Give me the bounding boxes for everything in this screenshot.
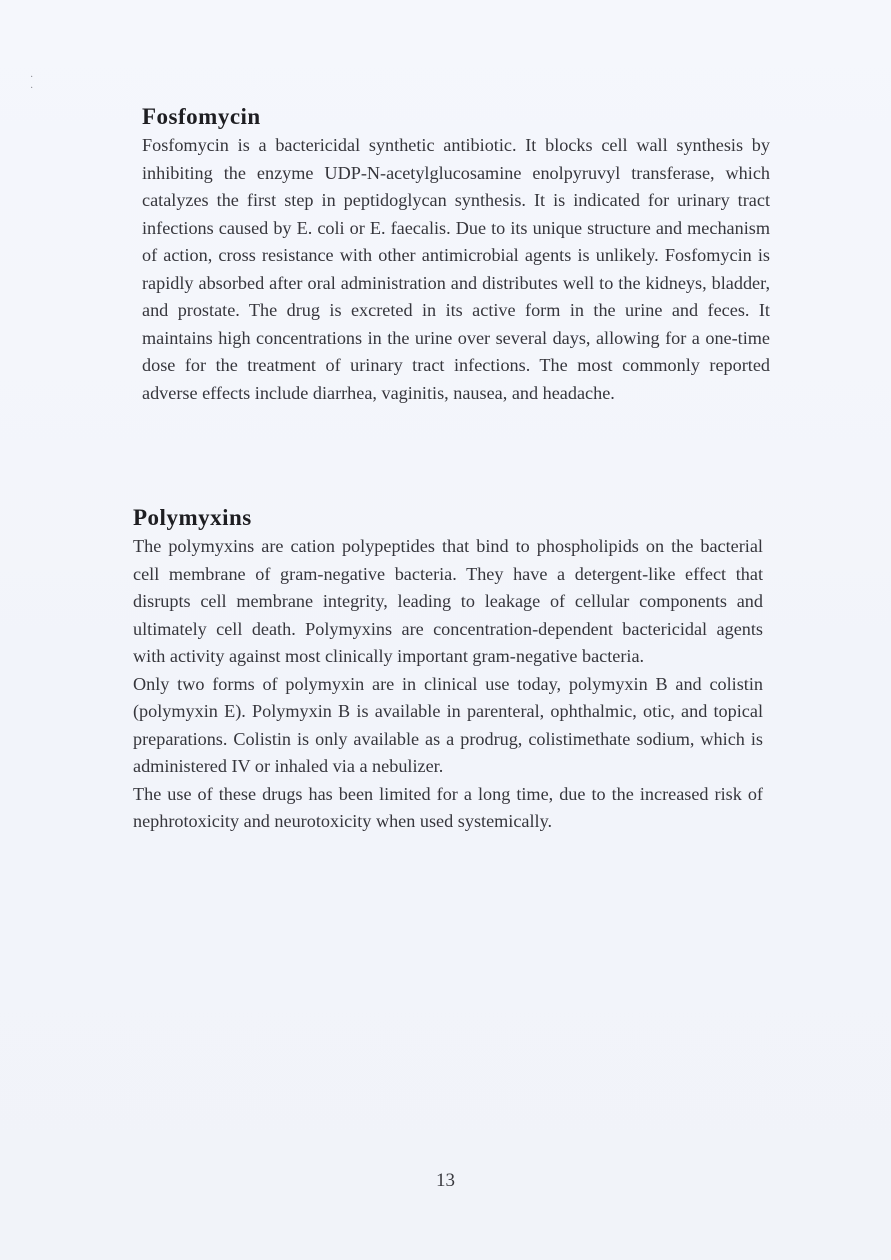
page-number: 13 (436, 1170, 455, 1191)
section-title-polymyxins: Polymyxins (133, 505, 252, 530)
paragraph-polymyxins-forms: Only two forms of polymyxin are in clinical use today, polymyxin B and colistin (polymyxin E). Polymyxin B is available in parenteral, ophthalmic, otic, and topical preparations. Colistin is only available as a prodrug, colistimethate sodium, which is administered IV or inhaled via a nebulizer. (133, 673, 763, 776)
paragraph-polymyxins-mechanism: The polymyxins are cation polypeptides that bind to phospholipids on the bacterial cell membrane of gram-negative bacteria. They have a detergent-like effect that disrupts cell membrane integrity, leading to leakage of cellular components and ultimately cell death. Polymyxins are concentration-dependent bactericidal agents with activity against most clinically important gram-negative bacteria. (133, 536, 763, 666)
section-polymyxins (133, 505, 769, 836)
scan-artifact: · · (30, 72, 62, 94)
paragraph-fosfomycin: Fosfomycin is a bactericidal synthetic antibiotic. It blocks cell wall synthesis by inhibiting the enzyme UDP-N-acetylglucosamine enolpyruvyl transferase, which catalyzes the first step in peptidoglycan synthesis. It is indicated for urinary tract infections caused by E. coli or E. faecalis. Due to its unique structure and mechanism of action, cross resistance with other antimicrobial agents is unlikely. Fosfomycin is rapidly absorbed after oral administration and distributes well to the kidneys, bladder, and prostate. The drug is excreted in its active form in the urine and feces. It maintains high concentrations in the urine over several days, allowing for a one-time dose for the treatment of urinary tract infections. The most commonly reported adverse effects include diarrhea, vaginitis, nausea, and headache. (142, 135, 770, 403)
section-fosfomycin (136, 104, 772, 407)
paragraph-polymyxins-use: The use of these drugs has been limited for a long time, due to the increased risk of nephrotoxicity and neurotoxicity when used systemically. (133, 783, 763, 831)
section-title-fosfomycin: Fosfomycin (142, 104, 261, 129)
